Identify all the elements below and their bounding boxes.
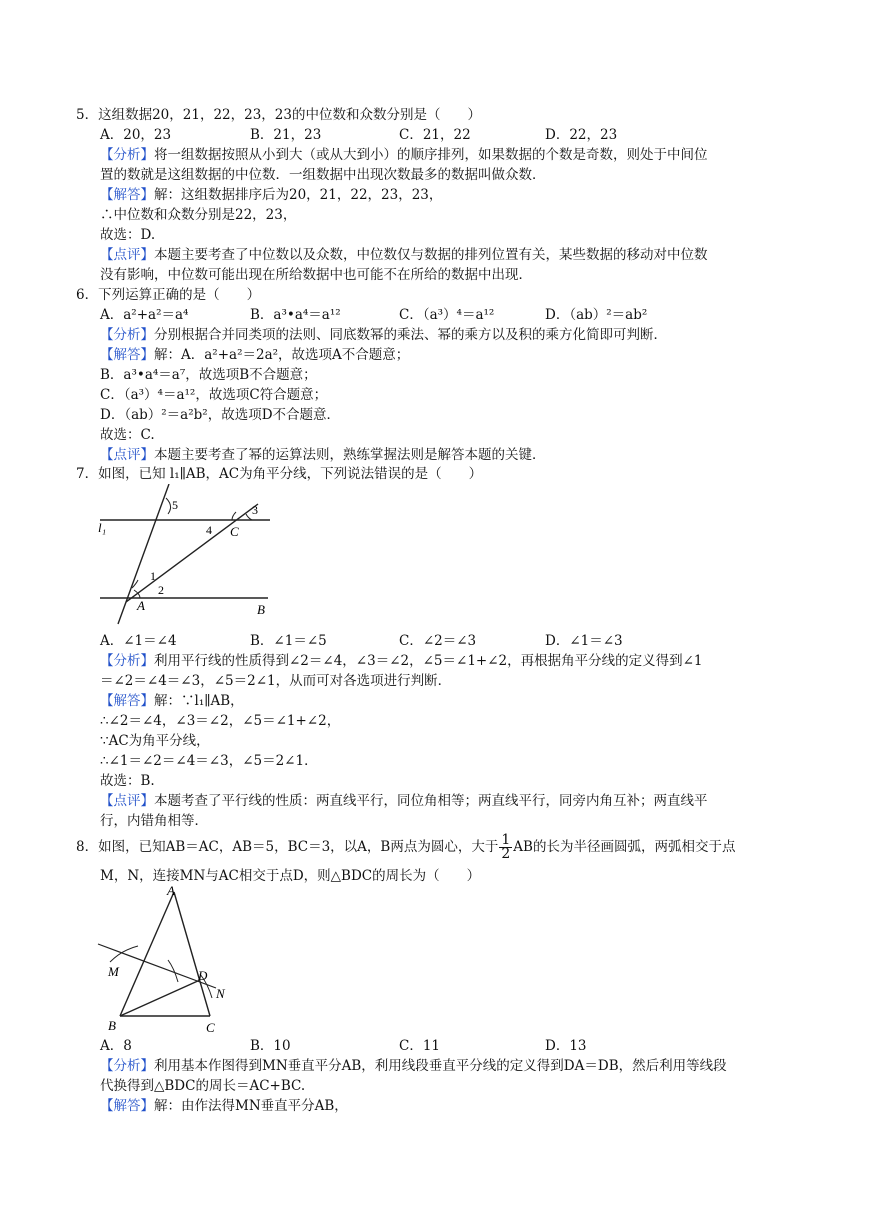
q6-solution-text: 解：A．a²+a²＝2a²，故选项A不合题意；: [154, 347, 410, 363]
q5-comment-text: 本题主要考查了中位数以及众数，中位数仅与数据的排列位置有关，某些数据的移动对中位数: [154, 247, 708, 263]
q8-stem-line2: M，N，连接MN与AC相交于点D，则△BDC的周长为（ ）: [100, 868, 481, 884]
q8-analysis-text: 利用基本作图得到MN垂直平分AB，利用线段垂直平分线的定义得到DA＝DB，然后利用等线段: [154, 1058, 727, 1074]
q5-comment-cont: 没有影响，中位数可能出现在所给数据中也可能不在所给的数据中出现．: [100, 267, 532, 283]
q8-stem-part2: AB的长为半径画圆弧，两弧相交于点: [513, 839, 736, 855]
q7-comment-text: 本题考查了平行线的性质：两直线平行，同位角相等；两直线平行，同旁内角互补；两直线平: [154, 793, 708, 809]
bisector-ac: [126, 504, 258, 602]
q8-analysis: [100, 1056, 727, 1076]
fraction-denominator: 2: [501, 846, 511, 862]
q8-stem: [76, 834, 735, 861]
q7-analysis: [100, 651, 703, 671]
angle-4-arc: [232, 512, 236, 520]
label-l1: l₁: [98, 520, 107, 535]
q7-option-a: A．∠1＝∠4: [100, 633, 177, 649]
label-2: 2: [158, 583, 164, 597]
q5-analysis-text: 将一组数据按照从小到大（或从大到小）的顺序排列，如果数据的个数是奇数，则处于中间位: [154, 147, 708, 163]
label-a: A: [167, 884, 175, 898]
label-c: C: [230, 524, 239, 539]
analysis-tag: 【分析】: [100, 1058, 154, 1074]
q7-figure: [92, 484, 282, 628]
solution-tag: 【解答】: [100, 347, 154, 363]
q6-option-b: B．a³•a⁴＝a¹²: [250, 307, 341, 323]
q6-solution-line4: D．（ab）²＝a²b²，故选项D不合题意．: [100, 407, 341, 423]
q8-option-b: B．10: [250, 1038, 291, 1054]
q6-option-c: C．（a³）⁴＝a¹²: [399, 307, 495, 323]
q7-solution-line4: ∴∠1＝∠2＝∠4＝∠3，∠5＝2∠1．: [100, 753, 318, 769]
label-b: B: [108, 1018, 116, 1033]
comment-tag: 【点评】: [100, 793, 154, 809]
label-1: 1: [150, 569, 156, 583]
q8-figure: [94, 884, 230, 1034]
q7-option-d: D．∠1＝∠3: [545, 633, 623, 649]
angle-5-arc: [166, 498, 171, 514]
q7-solution-line2: ∴∠2＝∠4，∠3＝∠2，∠5＝∠1+∠2，: [100, 713, 341, 729]
q5-solution-text: 解：这组数据排序后为20，21，22，23，23，: [154, 187, 443, 203]
q5-analysis: [100, 145, 708, 165]
q6-option-d: D．（ab）²＝ab²: [545, 307, 648, 323]
comment-tag: 【点评】: [100, 447, 154, 463]
label-d: D: [198, 968, 208, 983]
q7-solution: [100, 691, 244, 711]
q6-analysis: [100, 325, 667, 345]
analysis-tag: 【分析】: [100, 147, 154, 163]
q7-solution-line3: ∵AC为角平分线，: [100, 733, 210, 749]
q6-option-a: A．a²+a²＝a⁴: [100, 307, 189, 323]
q5-option-b: B．21，23: [250, 127, 322, 143]
side-ac: [174, 892, 210, 1016]
label-a: A: [137, 598, 145, 613]
q7-analysis-cont: ＝∠2＝∠4＝∠3，∠5＝2∠1，从而可对各选项进行判断．: [100, 673, 452, 689]
q7-analysis-text: 利用平行线的性质得到∠2＝∠4，∠3＝∠2，∠5＝∠1+∠2，再根据角平分线的定义得到∠1: [154, 653, 703, 669]
segment-bd: [120, 980, 200, 1016]
q6-stem: 6．下列运算正确的是（ ）: [76, 287, 261, 303]
q5-stem: 5．这组数据20，21，22，23，23的中位数和众数分别是（ ）: [76, 107, 481, 123]
q7-stem: 7．如图，已知 l₁∥AB，AC为角平分线，下列说法错误的是（ ）: [76, 466, 483, 482]
fraction-half: [499, 834, 512, 861]
q7-option-b: B．∠1＝∠5: [250, 633, 327, 649]
q7-comment-cont: 行，内错角相等．: [100, 813, 208, 829]
label-5: 5: [172, 498, 178, 512]
analysis-tag: 【分析】: [100, 327, 154, 343]
solution-tag: 【解答】: [100, 693, 154, 709]
label-n: N: [216, 986, 225, 1001]
q7-comment: [100, 791, 708, 811]
label-c: C: [206, 1020, 215, 1034]
solution-tag: 【解答】: [100, 187, 154, 203]
q6-analysis-text: 分别根据合并同类项的法则、同底数幂的乘法、幂的乘方以及积的乘方化简即可判断．: [154, 327, 667, 343]
q5-solution: [100, 185, 442, 205]
q8-stem-part1: 8．如图，已知AB＝AC，AB＝5，BC＝3，以A，B两点为圆心，大于: [76, 839, 499, 855]
q5-analysis-cont: 置的数就是这组数据的中位数．一组数据中出现次数最多的数据叫做众数．: [100, 167, 546, 183]
analysis-tag: 【分析】: [100, 653, 154, 669]
fraction-numerator: 1: [501, 832, 511, 848]
solution-tag: 【解答】: [100, 1098, 154, 1114]
q8-option-d: D．13: [545, 1038, 587, 1054]
q7-choose: 故选：B.: [100, 773, 155, 789]
q8-solution-text: 解：由作法得MN垂直平分AB，: [154, 1098, 348, 1114]
q8-option-a: A．8: [100, 1038, 132, 1054]
q5-solution-line2: ∴中位数和众数分别是22，23，: [100, 207, 297, 223]
label-m: M: [108, 964, 119, 979]
label-3: 3: [252, 503, 258, 517]
q5-comment: [100, 245, 708, 265]
q7-solution-text: 解：∵l₁∥AB，: [154, 693, 244, 709]
q6-comment: [100, 445, 546, 465]
q6-comment-text: 本题主要考查了幂的运算法则，熟练掌握法则是解答本题的关键．: [154, 447, 546, 463]
label-b: B: [257, 602, 265, 617]
label-4: 4: [206, 523, 212, 537]
q7-option-c: C．∠2＝∠3: [399, 633, 477, 649]
q8-analysis-cont: 代换得到△BDC的周长＝AC+BC.: [100, 1078, 306, 1094]
side-ab: [120, 892, 174, 1016]
q8-solution: [100, 1096, 348, 1116]
q6-solution-line2: B．a³•a⁴＝a⁷，故选项B不合题意；: [100, 367, 317, 383]
q6-choose: 故选：C.: [100, 427, 155, 443]
comment-tag: 【点评】: [100, 247, 154, 263]
q5-option-c: C．21，22: [399, 127, 471, 143]
q5-option-a: A．20，23: [100, 127, 172, 143]
q8-option-c: C．11: [399, 1038, 441, 1054]
q6-solution-line3: C．（a³）⁴＝a¹²，故选项C符合题意；: [100, 387, 328, 403]
q6-solution: [100, 345, 409, 365]
q5-option-d: D．22，23: [545, 127, 618, 143]
q5-choose: 故选：D.: [100, 227, 156, 243]
